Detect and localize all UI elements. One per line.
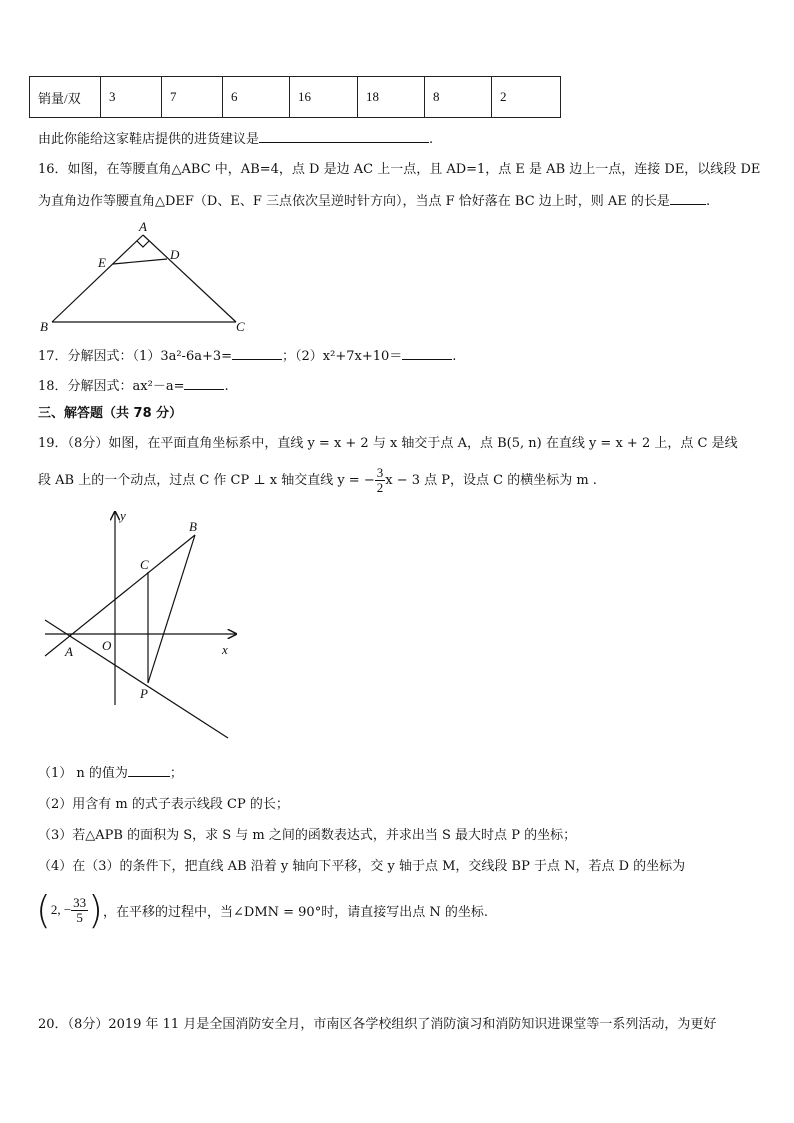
table-header-cell: 销量/双 xyxy=(30,77,101,118)
answer-blank xyxy=(128,764,170,777)
line-ab xyxy=(45,535,195,656)
q19-part1: （1） n 的值为 ； xyxy=(38,766,183,781)
label-c: C xyxy=(236,319,245,334)
table-cell: 3 xyxy=(101,77,162,118)
table-cell: 18 xyxy=(358,77,425,118)
q16-line1: 16．如图，在等腰直角△ABC 中，AB=4，点 D 是边 AC 上一点，且 AD=1，点 E 是 AB 边上一点，连接 DE，以线段 DE xyxy=(38,162,761,177)
q16-line2: 为直角边作等腰直角△DEF（D、E、F 三点依次呈逆时针方向），当点 F 恰好落在 BC 边上时，则 AE 的长是 . xyxy=(38,194,711,209)
label-a: A xyxy=(139,219,147,234)
q19-part4-line2: ( 2, − $\frac{33}{5}$ ) ，在平移的过程中，当∠DMN = 90°时，请直接写出点 N 的坐标. xyxy=(36,888,488,932)
label-d: D xyxy=(170,247,180,262)
section-title: 三、解答题（共 78 分） xyxy=(38,406,183,421)
table-cell: 2 xyxy=(492,77,561,118)
label-o: O xyxy=(102,638,112,653)
q19-part4-line1: （4）在（3）的条件下，把直线 AB 沿着 y 轴向下平移，交 y 轴于点 M，交线段 BP 于点 N，若点 D 的坐标为 xyxy=(38,859,686,874)
table-cell: 7 xyxy=(162,77,223,118)
q19-line1: 19．（8分）如图，在平面直角坐标系中，直线 y = x + 2 与 x 轴交于点 A，点 B(5, n) 在直线 y = x + 2 上，点 C 是线 xyxy=(38,436,738,451)
table-cell: 6 xyxy=(223,77,290,118)
label-x: x xyxy=(222,642,228,657)
label-c: C xyxy=(140,557,149,572)
label-a: A xyxy=(65,644,73,659)
q20-line1: 20．（8分）2019 年 11 月是全国消防安全月，市南区各学校组织了消防演习和消防知识进课堂等一系列活动，为更好 xyxy=(38,1017,717,1032)
fraction: $\frac{33}{5}$ xyxy=(73,894,87,925)
label-b: B xyxy=(189,519,197,534)
segment-bp xyxy=(148,535,195,683)
table-cell: 8 xyxy=(425,77,492,118)
q18-line: 18．分解因式：ax²－a= . xyxy=(38,379,229,394)
q19-line2: 段 AB 上的一个动点，过点 C 作 CP ⊥ x 轴交直线 y = − $\frac{3}{2}$ x − 3 点 P，设点 C 的横坐标为 m . xyxy=(38,465,597,495)
label-b: B xyxy=(40,319,48,334)
table-cell: 16 xyxy=(290,77,358,118)
q19-part3: （3）若△APB 的面积为 S，求 S 与 m 之间的函数表达式，并求出当 S 最大时点 P 的坐标； xyxy=(38,828,577,843)
label-p: P xyxy=(140,686,148,701)
label-y: y xyxy=(120,508,126,523)
q19-part2: （2）用含有 m 的式子表示线段 CP 的长； xyxy=(38,797,289,812)
q17-line: 17．分解因式：（1）3a²-6a+3= ；（2）x²+7x+10＝ . xyxy=(38,349,457,364)
q15-suggestion-line: 由此你能给这家鞋店提供的进货建议是 . xyxy=(38,132,434,147)
fraction: $\frac{3}{2}$ xyxy=(376,465,384,495)
line-ap xyxy=(45,620,228,738)
label-e: E xyxy=(98,255,106,270)
